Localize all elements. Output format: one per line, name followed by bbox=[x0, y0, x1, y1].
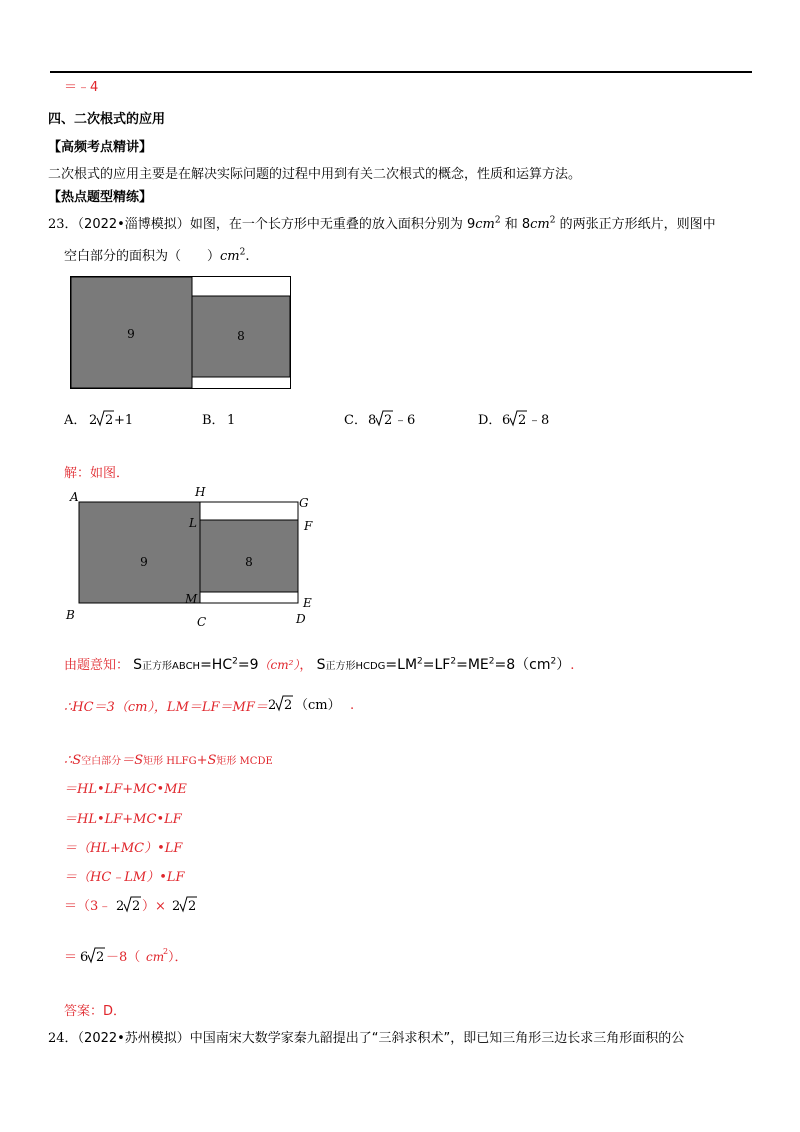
q23-text-b: 和 8 bbox=[500, 217, 531, 232]
keypoint-header: 【高频考点精讲】 bbox=[48, 140, 153, 155]
solution-figure bbox=[60, 480, 330, 630]
q23-line2-end: . bbox=[245, 249, 250, 264]
s2-val: =8（cm bbox=[494, 657, 551, 673]
line2-rad: 2 bbox=[284, 698, 293, 713]
step6-c: ）． bbox=[168, 950, 188, 965]
step5-r1-pre: 2 bbox=[116, 899, 125, 914]
s2-mid: =LF bbox=[422, 657, 451, 673]
q23-unit-3: cm bbox=[220, 249, 240, 264]
q23-figure bbox=[70, 276, 292, 390]
line3-c: +S bbox=[196, 753, 217, 768]
s1-val: =9 bbox=[237, 657, 259, 673]
q23-text-c: 的两张正方形纸片，则图中 bbox=[555, 217, 716, 232]
step5-r1: 2 bbox=[132, 899, 141, 914]
step5-b: ）× bbox=[142, 899, 166, 914]
solution-line2 bbox=[64, 696, 268, 715]
square-abch bbox=[79, 502, 200, 603]
option-c-pre: 8 bbox=[368, 413, 377, 428]
s2-exp-4: 2 bbox=[550, 656, 557, 667]
keypoint-text: 二次根式的应用主要是在解决实际问题的过程中用到有关二次根式的概念，性质和运算方法。 bbox=[48, 167, 582, 182]
solution-step-6 bbox=[64, 943, 224, 969]
option-b[interactable] bbox=[202, 413, 235, 428]
s1-subscript: 正方形ABCH bbox=[142, 661, 201, 672]
line3-b: ＝S bbox=[121, 753, 144, 768]
line1-comma: ， bbox=[299, 658, 313, 673]
q24-line bbox=[48, 1027, 684, 1046]
step6-a: ＝ bbox=[64, 950, 78, 965]
point-b: B bbox=[66, 608, 75, 622]
point-l: L bbox=[189, 516, 197, 530]
q23-options bbox=[64, 408, 584, 430]
q23-number: 23． bbox=[48, 217, 78, 232]
option-d-rad: 2 bbox=[518, 413, 527, 428]
q23-unit-2: cm bbox=[530, 217, 550, 232]
section-title: 四、二次根式的应用 bbox=[48, 112, 166, 127]
option-c-post: ﹣6 bbox=[394, 413, 416, 428]
solution-step-4: ＝（HC﹣LM）•LF bbox=[64, 870, 185, 885]
step6-r: 2 bbox=[96, 950, 105, 965]
s2-exp-3: 2 bbox=[488, 656, 495, 667]
line3-s-sub: 空白部分 bbox=[81, 756, 122, 767]
step6-rpre: 6 bbox=[80, 950, 89, 965]
q23-line1 bbox=[48, 213, 716, 232]
line1-prefix: 由题意知： bbox=[64, 658, 130, 673]
s2-eq: =LM bbox=[385, 657, 418, 673]
step5-r2-pre: 2 bbox=[172, 899, 181, 914]
s1-eq: =HC bbox=[200, 657, 233, 673]
s2-exp-2: 2 bbox=[450, 656, 457, 667]
option-a-pre: 2 bbox=[89, 413, 98, 428]
option-c-rad: 2 bbox=[384, 413, 393, 428]
s2-subscript: 正方形HCDG bbox=[325, 661, 386, 672]
s2-mid2: =ME bbox=[456, 657, 489, 673]
point-g: G bbox=[299, 496, 309, 510]
option-d-letter: D． bbox=[478, 413, 502, 428]
s1-label bbox=[133, 657, 258, 673]
square-9-label: 9 bbox=[127, 327, 135, 341]
step5-r2: 2 bbox=[188, 899, 197, 914]
point-m: M bbox=[185, 592, 198, 606]
q23-sq-3: 2 bbox=[239, 247, 246, 258]
solution-step-1: ＝HL•LF+MC•ME bbox=[64, 782, 187, 797]
answer-line: 答案：D． bbox=[64, 1004, 127, 1019]
q23-source: （2022•淄博模拟） bbox=[77, 217, 190, 232]
step6-b: －8（ bbox=[106, 950, 141, 965]
line2-text: ∴HC＝3（cm），LM＝LF＝MF＝ bbox=[64, 700, 268, 715]
option-a-letter: A． bbox=[64, 413, 87, 428]
step5-a: ＝（3﹣ bbox=[64, 899, 112, 914]
option-b-value: 1 bbox=[227, 413, 236, 428]
option-a-post: +1 bbox=[114, 413, 134, 428]
line3-s: ∴S bbox=[64, 753, 82, 768]
s2-label bbox=[317, 657, 571, 673]
square-lfem-label: 8 bbox=[245, 555, 253, 569]
square-abch-label: 9 bbox=[140, 555, 148, 569]
s1-symbol: S bbox=[133, 657, 143, 673]
point-c: C bbox=[197, 615, 207, 629]
header-rule bbox=[50, 71, 752, 73]
point-a: A bbox=[70, 490, 79, 504]
solution-line1 bbox=[64, 654, 574, 674]
line2-radical bbox=[268, 693, 368, 715]
option-d-post: ﹣8 bbox=[528, 413, 550, 428]
option-a[interactable] bbox=[64, 411, 133, 428]
option-b-letter: B． bbox=[202, 413, 225, 428]
q23-text-a: 如图，在一个长方形中无重叠的放入面积分别为 9 bbox=[189, 217, 476, 232]
s2-close: ） bbox=[556, 657, 571, 673]
option-a-rad: 2 bbox=[105, 413, 114, 428]
point-e: E bbox=[303, 596, 312, 610]
option-d-pre: 6 bbox=[502, 413, 511, 428]
s2-symbol: S bbox=[316, 657, 326, 673]
line3-c-sub: 矩形 MCDE bbox=[216, 756, 273, 767]
s2-exp-1: 2 bbox=[417, 656, 423, 667]
solution-step-5 bbox=[64, 893, 224, 917]
q23-line2-text: 空白部分的面积为（ ） bbox=[64, 249, 221, 264]
q24-number: 24． bbox=[48, 1031, 78, 1046]
q23-sq-2: 2 bbox=[549, 215, 556, 226]
step6-unit: cm bbox=[146, 950, 165, 964]
line3-b-sub: 矩形 HLFG bbox=[143, 756, 197, 767]
q24-text: （2022•苏州模拟）中国南宋大数学家秦九韶提出了“三斜求积术”，即已知三角形三边长求三角形面积的公 bbox=[77, 1031, 685, 1046]
point-d: D bbox=[296, 612, 306, 626]
line2-post: （cm） bbox=[295, 698, 341, 713]
solution-line3 bbox=[64, 749, 273, 768]
line2-end: . bbox=[350, 698, 355, 713]
previous-answer-line: ＝﹣4 bbox=[64, 80, 99, 95]
practice-header: 【热点题型精练】 bbox=[48, 190, 153, 205]
point-h: H bbox=[195, 485, 206, 499]
line2-rad-pre: 2 bbox=[268, 698, 277, 713]
line1-end: . bbox=[570, 658, 575, 673]
point-f: F bbox=[304, 519, 313, 533]
s1-unit: （cm²） bbox=[258, 658, 300, 672]
s1-exp: 2 bbox=[232, 656, 238, 667]
solution-intro: 解：如图． bbox=[64, 466, 130, 481]
option-c[interactable] bbox=[344, 411, 415, 428]
q23-line2 bbox=[64, 245, 250, 264]
option-d[interactable] bbox=[478, 411, 549, 428]
q23-sq-1: 2 bbox=[494, 215, 501, 226]
q23-unit-1: cm bbox=[475, 217, 495, 232]
solution-step-3: ＝（HL+MC）•LF bbox=[64, 841, 183, 856]
solution-step-2: ＝HL•LF+MC•LF bbox=[64, 812, 182, 827]
step6-exp: 2 bbox=[163, 947, 169, 956]
square-8-label: 8 bbox=[237, 329, 245, 343]
option-c-letter: C． bbox=[344, 413, 367, 428]
